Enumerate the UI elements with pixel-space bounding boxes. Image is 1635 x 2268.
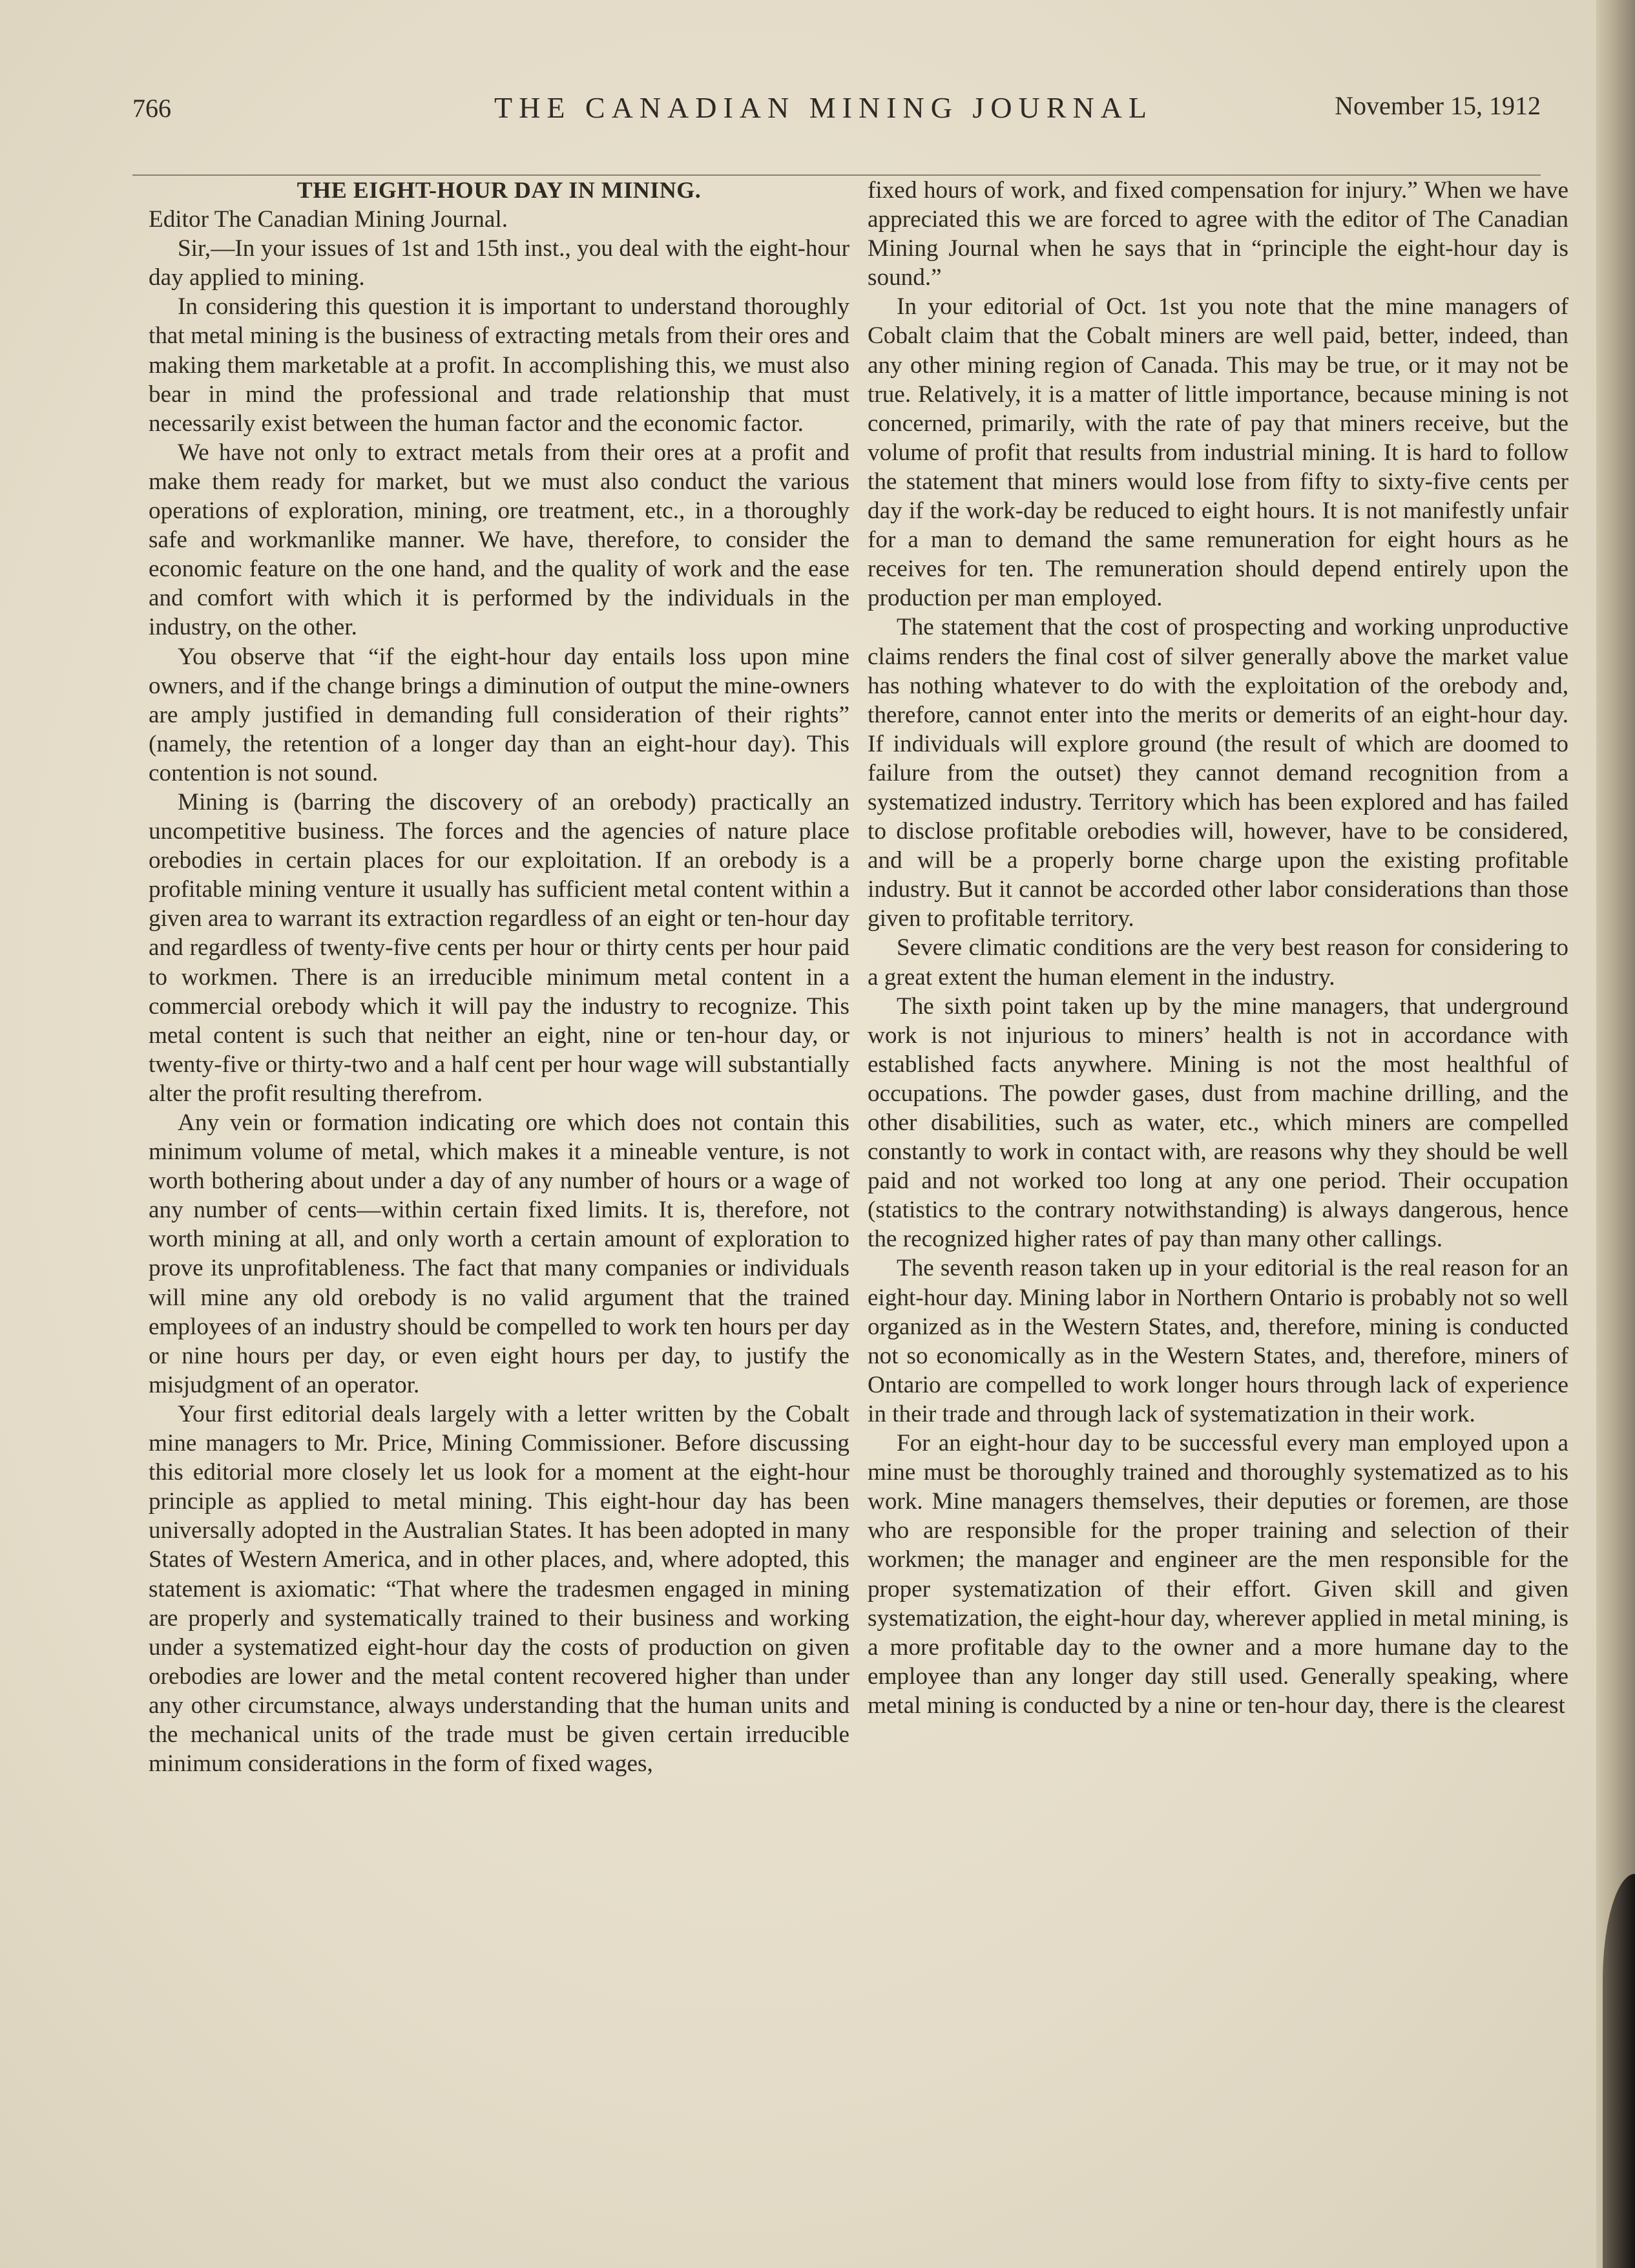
salutation: Editor The Canadian Mining Journal. [149,206,508,233]
article-title: THE EIGHT-HOUR DAY IN MINING. [297,177,702,203]
right-column [868,176,1568,1720]
paragraph: The sixth point taken up by the mine managers, that underground work is not injurious to miners’ health is not in accordance with established facts anywhere. Mining is not the most healthful of occupations. The powder gases, dust from machine drilling, and the other disabilities, such as water, etc., which miners are compelled constantly to work in contact with, are reasons why they should be well paid and not worked too long at any one period. Their occupation (statistics to the contrary notwithstanding) is always dangerous, hence the recognized higher rates of pay than many other callings. [868,992,1568,1253]
paragraph: We have not only to extract metals from their ores at a profit and make them ready for market, but we must also conduct the various operations of exploration, mining, ore treatment, etc., in a thoroughly safe and workmanlike manner. We have, therefore, to consider the economic feature on the one hand, and the quality of work and the ease and comfort with which it is performed by the individuals in the industry, on the other. [149,439,849,641]
journal-title: THE CANADIAN MINING JOURNAL [494,91,1153,124]
running-header [132,83,1541,134]
paragraph: Any vein or formation indicating ore which does not contain this minimum volume of metal, which makes it a mineable venture, is not worth bothering about under a day of any number of hours or a wage of any number of cents—within certain fixed limits. It is, therefore, not worth mining at all, and only worth a certain amount of exploration to prove its unprofitableness. The fact that many companies or individuals will mine any old orebody is no valid argument that the trained employees of an industry should be compelled to work ten hours per day or nine hours per day, or even eight hours per day, to justify the misjudgment of an operator. [149,1109,849,1398]
paragraph-continued: fixed hours of work, and fixed compensation for injury.” When we have appreciated this we are forced to agree with the editor of The Canadian Mining Journal when he says that in “principle the eight-hour day is sound.” [868,177,1568,291]
paragraph: In your editorial of Oct. 1st you note that the mine managers of Cobalt claim that the Cobalt miners are well paid, better, indeed, than any other mining region of Canada. This may be true, or it may not be true. Relatively, it is a matter of little importance, because mining is not concerned, primarily, with the rate of pay that miners receive, but the volume of profit that results from industrial mining. It is hard to follow the statement that miners would lose from fifty to sixty-five cents per day if the work-day be reduced to eight hours. It is not manifestly unfair for a man to demand the same remuneration for eight hours as he receives for ten. The remuneration should depend entirely upon the production per man employed. [868,293,1568,612]
paragraph: For an eight-hour day to be successful every man employed upon a mine must be thoroughly trained and thoroughly systematized as to his work. Mine managers themselves, their deputies or foremen, are those who are responsible for the proper training and selection of their workmen; the manager and engineer are the men responsible for the proper systematization of their effort. Given skill and given systematization, the eight-hour day, wherever applied in metal mining, is a more profitable day to the owner and a more humane day to the employee than any longer day still used. Generally speaking, where metal mining is conducted by a nine or ten-hour day, there is the clearest [868,1430,1568,1719]
page-number: 766 [132,94,171,123]
paragraph: Sir,—In your issues of 1st and 15th inst., you deal with the eight-hour day applied to mining. [149,235,849,291]
issue-date: November 15, 1912 [1335,91,1541,120]
paragraph: The statement that the cost of prospecting and working unproductive claims renders the final cost of silver generally above the market value has nothing whatever to do with the exploitation of the orebody and, therefore, cannot enter into the merits or demerits of an eight-hour day. If individuals will explore ground (the result of which are doomed to failure from the outset) they cannot demand recognition from a systematized industry. Territory which has been explored and has failed to disclose profitable orebodies will, however, have to be considered, and will be a properly borne charge upon the existing profitable industry. But it cannot be accorded other labor considerations than those given to profitable territory. [868,614,1568,932]
left-column [149,176,849,1778]
paragraph: Mining is (barring the discovery of an orebody) practically an uncompetitive business. The forces and the agencies of nature place orebodies in certain places for our exploitation. If an orebody is a profitable mining venture it usually has sufficient metal content within a given area to warrant its extraction regardless of an eight or ten-hour day and regardless of twenty-five cents per hour or thirty cents per hour paid to workmen. There is an irreducible minimum metal content in a commercial orebody which it will pay the industry to recognize. This metal content is such that neither an eight, nine or ten-hour day, or twenty-five or thirty-two and a half cent per hour wage will substantially alter the profit resulting therefrom. [149,788,849,1107]
binding-shadow [1603,1874,1635,2268]
paragraph: You observe that “if the eight-hour day entails loss upon mine owners, and if the change brings a diminution of output the mine-owners are amply justified in demanding full consideration of their rights” (namely, the retention of a longer day than an eight-hour day). This contention is not sound. [149,643,849,786]
paragraph: In considering this question it is important to understand thoroughly that metal mining is the business of extracting metals from their ores and making them marketable at a profit. In accomplishing this, we must also bear in mind the professional and trade relationship that must necessarily exist between the human factor and the economic factor. [149,293,849,437]
paragraph: Your first editorial deals largely with a letter written by the Cobalt mine managers to Mr. Price, Mining Commissioner. Before discussing this editorial more closely let us look for a moment at the eight-hour principle as applied to metal mining. This eight-hour day has been universally adopted in the Australian States. It has been adopted in many States of Western America, and in other places, and, where adopted, this statement is axiomatic: “That where the tradesmen engaged in mining are properly and systematically trained to their business and working under a systematized eight-hour day the costs of production on given orebodies are lower and the metal content recovered higher than under any other circumstance, always understanding that the human units and the mechanical units of the trade must be given certain irreducible minimum considerations in the form of fixed wages, [149,1400,849,1778]
paragraph: The seventh reason taken up in your editorial is the real reason for an eight-hour day. Mining labor in Northern Ontario is probably not so well organized as in the Western States, and, therefore, mining is conducted not so economically as in the Western States, and, therefore, miners of Ontario are compelled to work longer hours through lack of experience in their trade and through lack of systematization in their work. [868,1255,1568,1427]
paragraph: Severe climatic conditions are the very best reason for considering to a great extent the human element in the industry. [868,934,1568,991]
